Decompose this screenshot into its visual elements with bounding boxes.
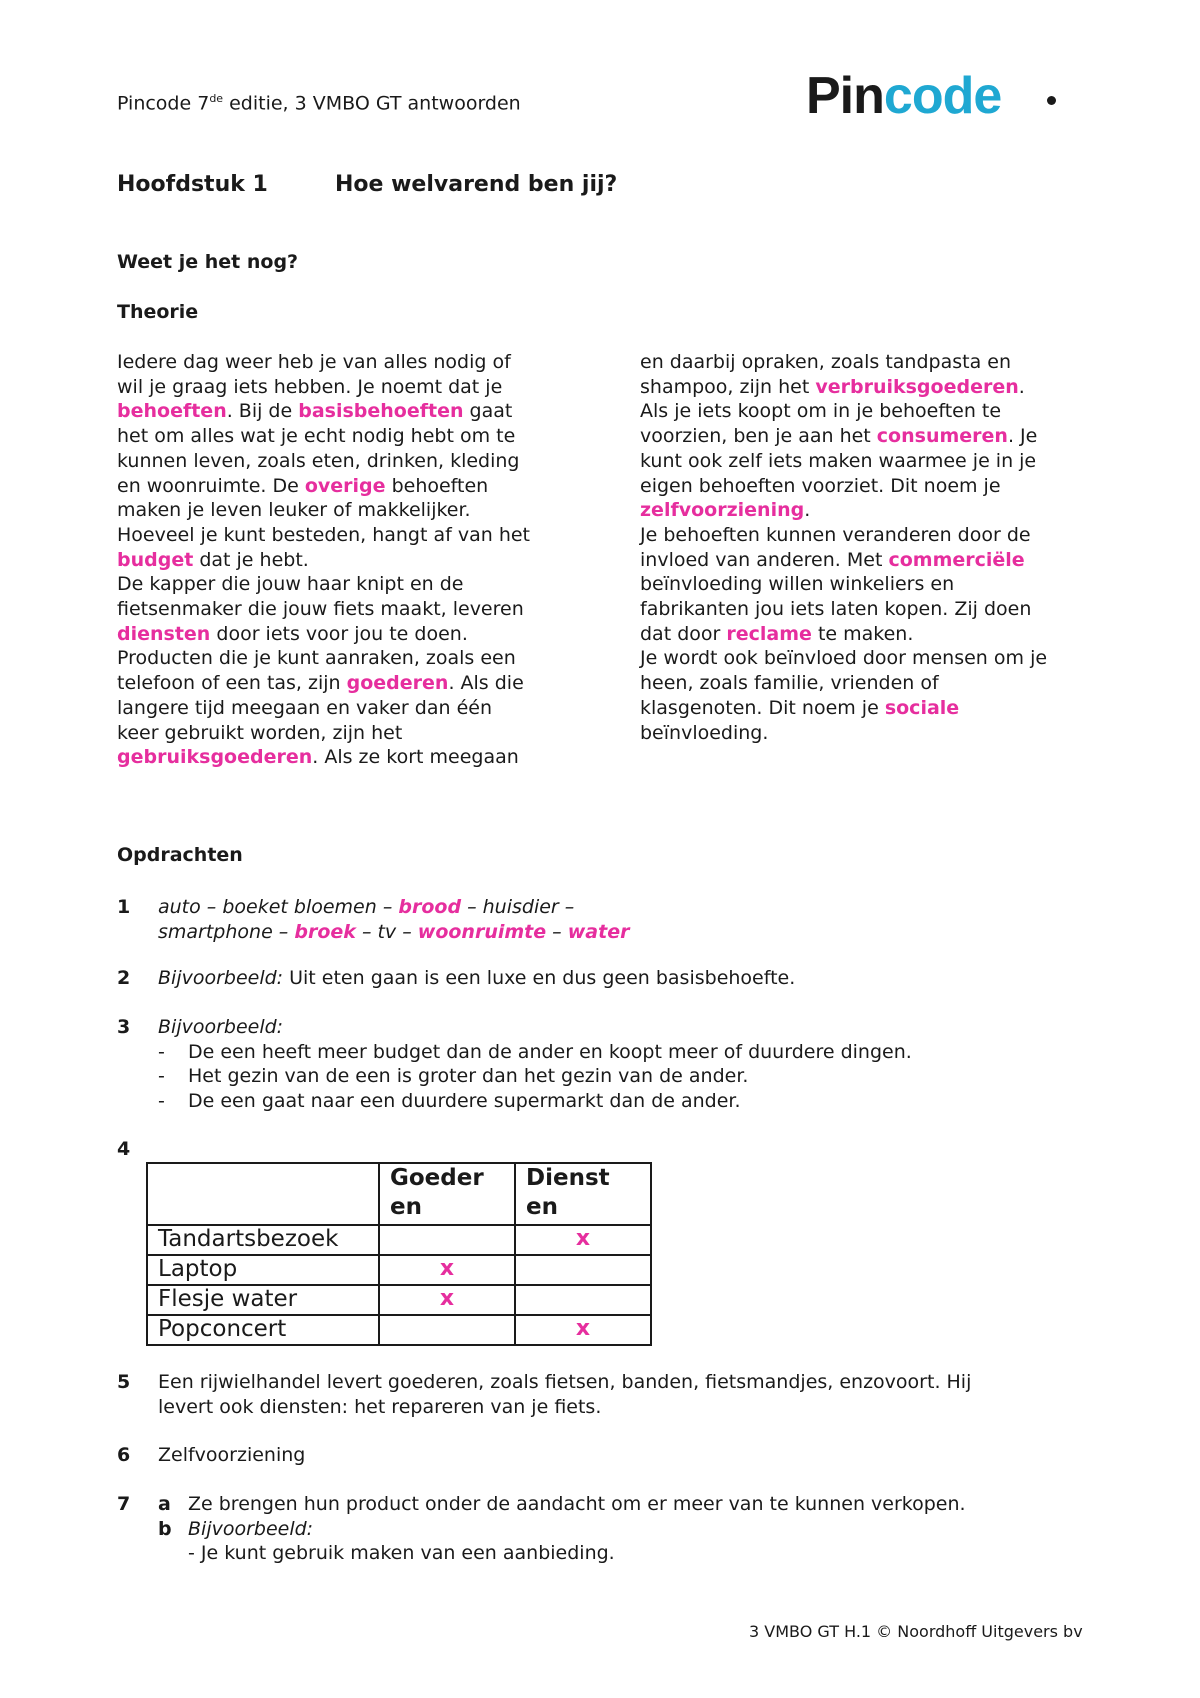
text-segment: en daarbij opraken, zoals tandpasta en <box>640 351 1011 373</box>
text-segment: telefoon of een tas, zijn <box>117 672 347 695</box>
q2-answer: Uit eten gaan is een luxe en dus geen basisbehoefte. <box>283 967 796 989</box>
text-segment: klasgenoten. Dit noem je <box>640 696 885 719</box>
theory-line <box>640 375 1100 400</box>
q6-answer: Zelfvoorziening <box>158 1444 306 1466</box>
highlight-term: water <box>567 920 630 943</box>
text-segment: beïnvloeding. <box>640 721 769 744</box>
text-segment: . Als die <box>448 672 524 695</box>
q5-line-2: levert ook diensten: het repareren van je fiets. <box>158 1395 602 1418</box>
question-7 <box>117 1492 966 1566</box>
text-segment: en woonruimte. De <box>117 474 305 497</box>
theory-line <box>640 399 1100 424</box>
theory-line <box>117 548 567 573</box>
q1-line-2 <box>158 920 629 945</box>
q3-item: - De een heeft meer budget dan de ander en koopt meer of duurdere dingen. <box>158 1040 912 1063</box>
theory-line <box>117 498 567 523</box>
footer-copyright: 3 VMBO GT H.1 © Noordhoff Uitgevers bv <box>749 1622 1083 1641</box>
theory-line <box>117 424 567 449</box>
table-header-empty <box>147 1163 379 1225</box>
question-number: 2 <box>117 967 131 989</box>
text-segment: De kapper die jouw haar knipt en de <box>117 573 464 596</box>
theory-line <box>640 449 1100 474</box>
table-header-diensten: Dienst en <box>515 1163 651 1225</box>
q3-item: - De een gaat naar een duurdere supermarkt dan de ander. <box>158 1090 741 1113</box>
text-segment: fabrikanten jou iets laten kopen. Zij doen <box>640 598 1032 621</box>
theory-line <box>117 474 567 499</box>
text-segment: . Je <box>1007 425 1038 448</box>
cell-goederen: x <box>379 1285 515 1315</box>
highlight-term: goederen <box>346 672 449 695</box>
question-number: 1 <box>117 896 131 918</box>
row-label: Tandartsbezoek <box>147 1225 379 1255</box>
pincode-logo <box>806 66 1066 126</box>
highlight-term: reclame <box>726 622 812 645</box>
theory-line <box>117 671 567 696</box>
theory-line <box>117 696 567 721</box>
chapter-title: Hoe welvarend ben jij? <box>335 172 618 197</box>
theory-line <box>117 375 567 400</box>
question-4-number: 4 <box>117 1138 131 1160</box>
highlight-term: overige <box>304 474 386 497</box>
theory-line <box>117 622 567 647</box>
theory-line <box>640 646 1100 671</box>
cell-diensten <box>515 1285 651 1315</box>
highlight-term: basisbehoeften <box>298 400 464 423</box>
text-segment: beïnvloeding willen winkeliers en <box>640 573 955 596</box>
highlight-term: zelfvoorziening <box>640 499 805 522</box>
theory-line <box>117 523 567 548</box>
table-header-goederen: Goeder en <box>379 1163 515 1225</box>
theory-line <box>117 597 567 622</box>
logo-dot-icon <box>1047 96 1056 105</box>
q7-sub-a-label: a <box>158 1493 171 1515</box>
text-segment: het om alles wat je echt nodig hebt om te <box>117 425 516 448</box>
theory-line <box>640 572 1100 597</box>
text-segment: – huisdier – <box>461 896 575 918</box>
theory-line <box>117 449 567 474</box>
row-label: Flesje water <box>147 1285 379 1315</box>
header-subtitle: Pincode 7de editie, 3 VMBO GT antwoorden <box>117 92 521 115</box>
text-segment: wil je graag iets hebben. Je noemt dat je <box>117 375 503 398</box>
text-segment: invloed van anderen. Met <box>640 548 889 571</box>
theory-column-left <box>117 350 567 770</box>
question-number: 3 <box>117 1016 131 1038</box>
question-5 <box>117 1370 1117 1419</box>
q7-sub-b-item: - Je kunt gebruik maken van een aanbieding. <box>188 1542 615 1565</box>
highlight-term: gebruiksgoederen <box>117 746 313 769</box>
row-label: Laptop <box>147 1255 379 1285</box>
theory-line <box>117 572 567 597</box>
theory-line <box>640 721 1100 746</box>
text-segment: smartphone – <box>158 920 295 943</box>
highlight-term: sociale <box>884 696 960 719</box>
q1-line-1 <box>158 895 629 920</box>
q5-line-1: Een rijwielhandel levert goederen, zoals fietsen, banden, fietsmandjes, enzovoort. Hij <box>158 1371 972 1393</box>
text-segment: Iedere dag weer heb je van alles nodig of <box>117 351 511 373</box>
text-segment: fietsenmaker die jouw fiets maakt, leveren <box>117 598 524 621</box>
question-number: 5 <box>117 1371 131 1393</box>
text-segment: langere tijd meegaan en vaker dan één <box>117 696 492 719</box>
text-segment: . Als ze kort meegaan <box>312 746 519 769</box>
question-6 <box>117 1443 305 1468</box>
theory-line <box>640 671 1100 696</box>
theory-line <box>117 745 567 770</box>
text-segment: gaat <box>463 400 513 423</box>
text-segment: keer gebruikt worden, zijn het <box>117 721 403 744</box>
text-segment: – tv – <box>355 920 418 943</box>
theory-line <box>640 622 1100 647</box>
text-segment: maken je leven leuker of makkelijker. <box>117 499 471 522</box>
text-segment: Je behoeften kunnen veranderen door de <box>640 523 1031 546</box>
text-segment: eigen behoeften voorziet. Dit noem je <box>640 474 1001 497</box>
table-row <box>147 1225 651 1255</box>
goederen-diensten-table <box>146 1162 652 1346</box>
highlight-term: diensten <box>117 622 211 645</box>
row-label: Popconcert <box>147 1315 379 1345</box>
text-segment: Hoeveel je kunt besteden, hangt af van het <box>117 523 530 546</box>
text-segment: shampoo, zijn het <box>640 375 816 398</box>
text-segment: voorzien, ben je aan het <box>640 425 877 448</box>
theory-line <box>117 721 567 746</box>
theory-line <box>640 498 1100 523</box>
table-row <box>147 1255 651 1285</box>
highlight-term: commerciële <box>888 548 1025 571</box>
text-segment: Producten die je kunt aanraken, zoals een <box>117 647 516 670</box>
highlight-term: budget <box>117 548 194 571</box>
theory-line <box>640 696 1100 721</box>
highlight-term: verbruiksgoederen <box>815 375 1019 398</box>
theory-line <box>640 548 1100 573</box>
theory-line <box>117 646 567 671</box>
theory-line <box>117 350 567 375</box>
text-segment: auto – boeket bloemen – <box>158 896 399 918</box>
highlight-term: broek <box>294 920 356 943</box>
cell-diensten: x <box>515 1225 651 1255</box>
text-segment: – <box>546 920 568 943</box>
highlight-term: brood <box>398 896 462 918</box>
text-segment: dat door <box>640 622 727 645</box>
theory-line <box>640 523 1100 548</box>
theory-line <box>640 597 1100 622</box>
text-segment: Je wordt ook beïnvloed door mensen om je <box>640 647 1048 670</box>
question-3 <box>117 1015 912 1114</box>
text-segment: behoeften <box>385 474 489 497</box>
theory-line <box>117 399 567 424</box>
question-1 <box>117 895 629 944</box>
q7-sub-a-text: Ze brengen hun product onder de aandacht om er meer van te kunnen verkopen. <box>188 1493 966 1515</box>
chapter-label: Hoofdstuk 1 <box>117 172 268 197</box>
q3-item: - Het gezin van de een is groter dan het gezin van de ander. <box>158 1065 749 1088</box>
text-segment: dat je hebt. <box>193 548 309 571</box>
logo-text-code: code <box>883 67 1002 125</box>
text-segment: Als je iets koopt om in je behoeften te <box>640 400 1002 423</box>
theory-line <box>640 474 1100 499</box>
cell-diensten: x <box>515 1315 651 1345</box>
text-segment: heen, zoals familie, vrienden of <box>640 672 939 695</box>
cell-goederen: x <box>379 1255 515 1285</box>
q7-sub-b-label: b <box>158 1517 172 1540</box>
cell-goederen <box>379 1225 515 1255</box>
cell-diensten <box>515 1255 651 1285</box>
text-segment: . <box>1018 375 1025 398</box>
question-number: 7 <box>117 1493 131 1515</box>
text-segment: kunt ook zelf iets maken waarmee je in je <box>640 449 1037 472</box>
highlight-term: consumeren <box>876 425 1008 448</box>
text-segment: te maken. <box>811 622 914 645</box>
section-theorie-heading: Theorie <box>117 301 199 323</box>
theory-line <box>640 350 1100 375</box>
highlight-term: woonruimte <box>417 920 547 943</box>
theory-line <box>640 424 1100 449</box>
highlight-term: behoeften <box>117 400 227 423</box>
logo-text-pin: Pin <box>806 67 884 125</box>
q7-sub-b-lead: Bijvoorbeeld: <box>188 1517 314 1540</box>
table-row <box>147 1315 651 1345</box>
section-weet-heading: Weet je het nog? <box>117 251 299 273</box>
opdrachten-heading: Opdrachten <box>117 844 243 866</box>
text-segment: . <box>804 499 811 522</box>
question-number: 6 <box>117 1444 131 1466</box>
text-segment: kunnen leven, zoals eten, drinken, kleding <box>117 449 520 472</box>
chapter-heading <box>117 172 618 197</box>
question-2 <box>117 966 795 991</box>
text-segment: . Bij de <box>226 400 299 423</box>
cell-goederen <box>379 1315 515 1345</box>
q3-lead: Bijvoorbeeld: <box>158 1016 284 1038</box>
table-header-row <box>147 1163 651 1225</box>
q2-lead: Bijvoorbeeld: <box>158 967 284 989</box>
text-segment: door iets voor jou te doen. <box>210 622 468 645</box>
table-row <box>147 1285 651 1315</box>
theory-column-right <box>640 350 1100 745</box>
